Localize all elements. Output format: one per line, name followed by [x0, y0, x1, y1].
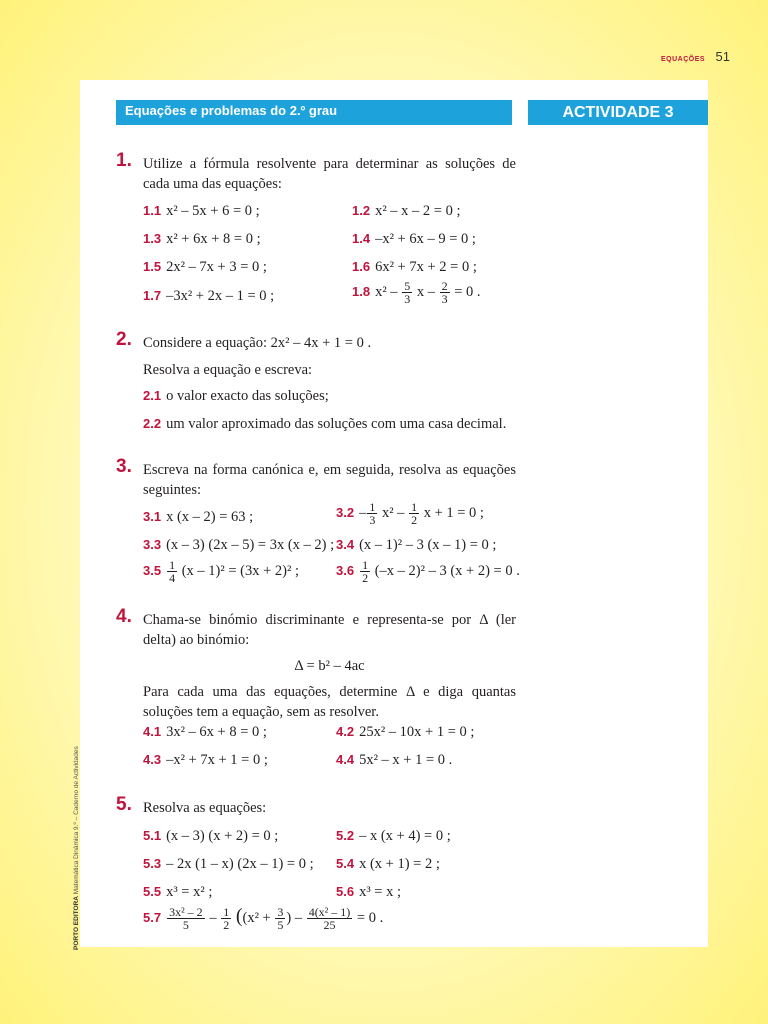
- item-label: 3.6: [336, 562, 355, 578]
- item-1-8: [352, 280, 481, 305]
- equation: – 2x (1 – x) (2x – 1) = 0 ;: [166, 856, 314, 872]
- denominator: 3: [404, 292, 411, 306]
- equation-part: (–x – 2)² – 3 (x + 2) = 0 .: [374, 562, 520, 579]
- numerator: 1: [369, 500, 376, 514]
- equation: – x (x + 4) = 0 ;: [359, 828, 451, 844]
- exercise-text: Resolva as equações:: [143, 800, 267, 816]
- item-label: 5.5: [143, 884, 162, 899]
- item-label: 3.1: [143, 509, 162, 524]
- item-label: 1.7: [143, 288, 162, 303]
- fraction: [402, 280, 412, 305]
- item-3-5: [143, 559, 299, 584]
- numerator: 3: [277, 905, 284, 920]
- fraction: [167, 906, 205, 931]
- equation: –3x² + 2x – 1 = 0 ;: [166, 288, 275, 304]
- item-4-2: [336, 724, 474, 741]
- fraction: [167, 559, 177, 584]
- equation-part: –: [359, 504, 367, 521]
- exercise-text: Utilize a fórmula resolvente para determinar as soluções de cada uma das equações:: [143, 156, 516, 192]
- item-label: 5.3: [143, 856, 162, 871]
- equation: (x – 3) (2x – 5) = 3x (x – 2) ;: [166, 537, 335, 553]
- page-number: 51: [715, 49, 730, 64]
- item-label: 2.2: [143, 416, 162, 431]
- exercise-1: [116, 150, 516, 194]
- item-1-7: [143, 288, 274, 305]
- item-5-1: [143, 828, 278, 845]
- denominator: 3: [369, 513, 376, 527]
- item-1-5: [143, 259, 267, 276]
- equation: x (x + 1) = 2 ;: [359, 856, 440, 872]
- exercise-text: Chama-se binómio discriminante e representa-se por Δ (ler delta) ao binómio:: [143, 612, 516, 648]
- book-title: Matemática Dinâmica 9.º – Caderno de Actividades: [73, 746, 80, 895]
- fraction: [367, 501, 377, 526]
- denominator: 5: [182, 918, 189, 933]
- exercise-text: Considere a equação: 2x² – 4x + 1 = 0 .: [143, 335, 372, 351]
- item-label: 5.2: [336, 828, 355, 843]
- denominator: 2: [411, 513, 418, 527]
- equation-part: x –: [416, 283, 435, 300]
- numerator: 1: [169, 558, 176, 572]
- item-3-2: [336, 501, 484, 526]
- item-3-4: [336, 537, 496, 554]
- equation-part: (x – 1)² = (3x + 2)² ;: [181, 562, 299, 579]
- item-label: 4.1: [143, 724, 162, 739]
- equation-part: (x² +: [242, 910, 271, 926]
- fraction: [221, 906, 231, 931]
- section-banner: Equações e problemas do 2.º grau: [116, 100, 512, 125]
- item-1-1: [143, 203, 260, 220]
- numerator: 1: [362, 558, 369, 572]
- item-label: 1.3: [143, 231, 162, 246]
- item-2-2: [143, 416, 506, 433]
- item-label: 4.2: [336, 724, 355, 739]
- equation: 6x² + 7x + 2 = 0 ;: [375, 259, 477, 275]
- exercise-5: [116, 794, 516, 818]
- equation: x² – x – 2 = 0 ;: [375, 203, 461, 219]
- publisher-brand: PORTO EDITORA: [73, 896, 80, 950]
- equation: x (x – 2) = 63 ;: [166, 509, 254, 525]
- item-label: 1.1: [143, 203, 162, 218]
- equation-part: = 0 .: [454, 283, 481, 300]
- open-paren: (: [235, 905, 243, 927]
- item-1-3: [143, 231, 261, 248]
- equation: x² + 6x + 8 = 0 ;: [166, 231, 261, 247]
- equation: 5x² – x + 1 = 0 .: [359, 752, 453, 768]
- exercise-number: 2.: [116, 329, 132, 350]
- equation: 25x² – 10x + 1 = 0 ;: [359, 724, 475, 740]
- item-text: o valor exacto das soluções;: [166, 388, 329, 404]
- exercise-number: 4.: [116, 606, 132, 627]
- equation-part: = 0 .: [356, 910, 384, 926]
- item-4-1: [143, 724, 267, 741]
- equation: (x – 3) (x + 2) = 0 ;: [166, 828, 279, 844]
- item-label: 4.4: [336, 752, 355, 767]
- exercise-number: 5.: [116, 794, 132, 815]
- item-label: 5.4: [336, 856, 355, 871]
- equation-part: ) –: [286, 910, 303, 926]
- item-1-6: [352, 259, 477, 276]
- item-label: 1.2: [352, 203, 371, 218]
- item-3-1: [143, 509, 253, 526]
- item-label: 4.3: [143, 752, 162, 767]
- fraction: [409, 501, 419, 526]
- fraction: [307, 906, 353, 931]
- section-name: EQUAÇÕES: [661, 56, 706, 63]
- equation: x³ = x² ;: [166, 884, 213, 900]
- denominator: 3: [441, 292, 448, 306]
- exercise-3: [116, 456, 516, 500]
- item-label: 1.6: [352, 259, 371, 274]
- exercise-text: Escreva na forma canónica e, em seguida, resolva as equações seguintes:: [143, 462, 516, 498]
- item-1-4: [352, 231, 476, 248]
- denominator: 2: [223, 918, 230, 933]
- item-4-4: [336, 752, 452, 769]
- item-5-4: [336, 856, 440, 873]
- item-label: 3.2: [336, 504, 355, 520]
- item-label: 3.3: [143, 537, 162, 552]
- numerator: 2: [441, 279, 448, 293]
- item-label: 5.7: [143, 910, 162, 925]
- numerator: 4(x² – 1): [308, 905, 351, 920]
- exercise-text-2: Para cada uma das equações, determine Δ e diga quantas soluções tem a equação, sem as resolver.: [143, 684, 516, 720]
- item-label: 1.8: [352, 283, 371, 299]
- numerator: 1: [411, 500, 418, 514]
- equation-part: –: [209, 910, 217, 926]
- denominator: 25: [323, 918, 336, 933]
- exercise-text-2: Resolva a equação e escreva:: [143, 362, 313, 378]
- worksheet: [80, 80, 708, 947]
- exercise-number: 3.: [116, 456, 132, 477]
- activity-banner: ACTIVIDADE 3: [528, 100, 708, 125]
- fraction: [440, 280, 450, 305]
- equation: (x – 1)² – 3 (x – 1) = 0 ;: [359, 537, 497, 553]
- denominator: 5: [277, 918, 284, 933]
- item-3-6: [336, 559, 520, 584]
- item-5-7: [143, 905, 383, 931]
- discriminant-formula: Δ = b² – 4ac: [294, 658, 365, 674]
- item-5-3: [143, 856, 314, 873]
- denominator: 4: [169, 571, 176, 585]
- item-label: 3.5: [143, 562, 162, 578]
- numerator: 5: [404, 279, 411, 293]
- item-5-2: [336, 828, 451, 845]
- item-label: 2.1: [143, 388, 162, 403]
- exercise-4: [116, 606, 516, 722]
- numerator: 1: [223, 905, 230, 920]
- item-2-1: [143, 388, 329, 405]
- item-4-3: [143, 752, 268, 769]
- denominator: 2: [362, 571, 369, 585]
- exercise-number: 1.: [116, 150, 132, 171]
- item-text: um valor aproximado das soluções com uma casa decimal.: [166, 416, 507, 432]
- numerator: 3x² – 2: [169, 905, 203, 920]
- fraction: [360, 559, 370, 584]
- equation: x² – 5x + 6 = 0 ;: [166, 203, 260, 219]
- equation-part: x² –: [375, 283, 398, 300]
- item-5-6: [336, 884, 401, 901]
- fraction: [275, 906, 285, 931]
- item-label: 1.5: [143, 259, 162, 274]
- equation: 2x² – 7x + 3 = 0 ;: [166, 259, 267, 275]
- equation: x³ = x ;: [359, 884, 402, 900]
- equation: –x² + 6x – 9 = 0 ;: [375, 231, 476, 247]
- item-label: 3.4: [336, 537, 355, 552]
- item-label: 5.6: [336, 884, 355, 899]
- equation-part: x² –: [381, 504, 405, 521]
- equation: –x² + 7x + 1 = 0 ;: [166, 752, 268, 768]
- equation-part: x + 1 = 0 ;: [423, 504, 484, 521]
- item-5-5: [143, 884, 212, 901]
- item-label: 5.1: [143, 828, 162, 843]
- page-header: [661, 48, 730, 66]
- item-1-2: [352, 203, 461, 220]
- equation: 3x² – 6x + 8 = 0 ;: [166, 724, 267, 740]
- exercise-2: [116, 329, 516, 380]
- item-label: 1.4: [352, 231, 371, 246]
- item-3-3: [143, 537, 334, 554]
